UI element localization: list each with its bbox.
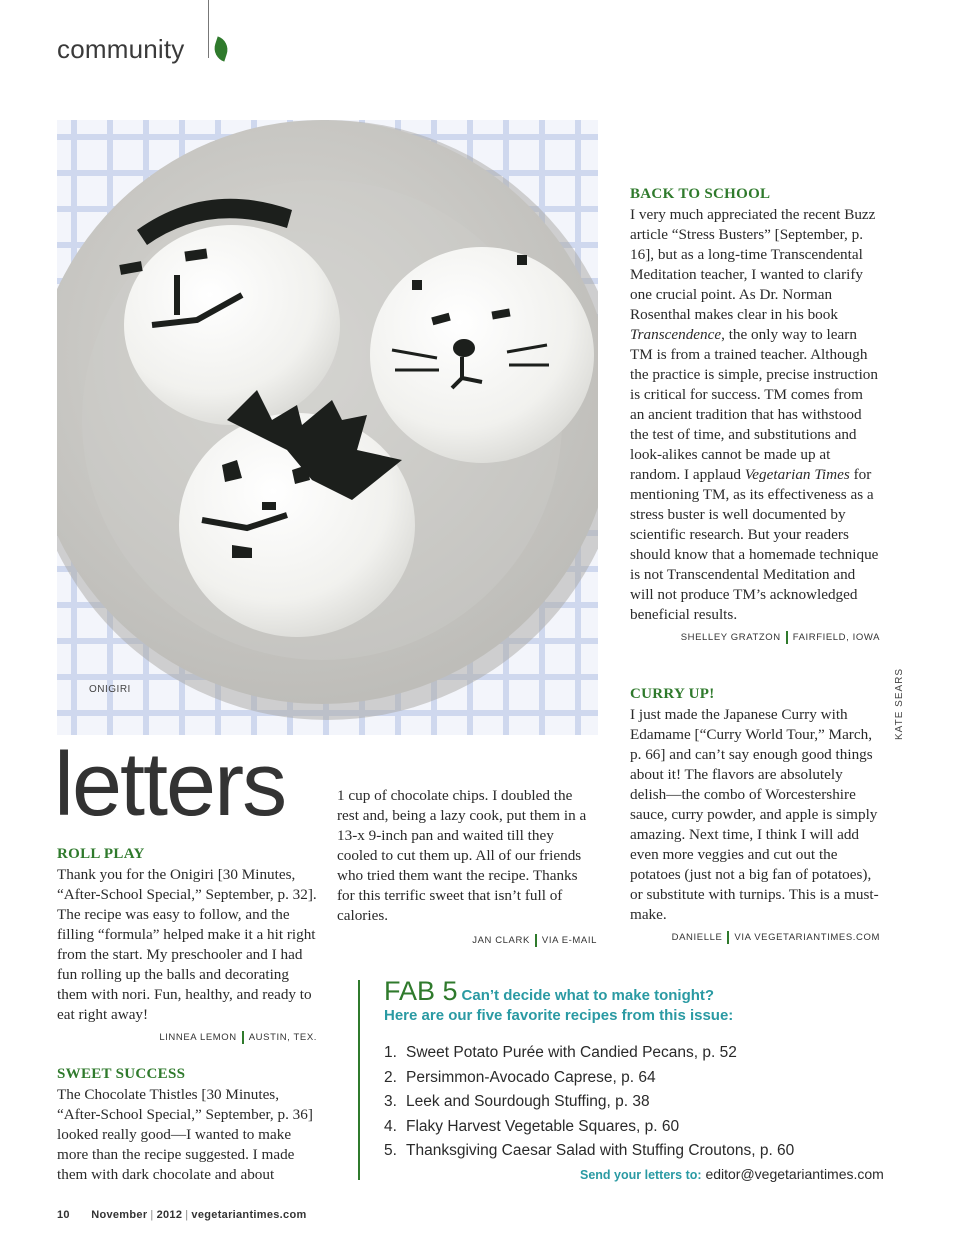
letter-roll-play <box>57 846 317 1044</box>
fab5-divider <box>358 980 360 1180</box>
letter-text: , the only way to learn TM is from a trained teacher. Although the practice is simple, precise instruction is critical for success. TM comes from an ancient tradition that has withstood the test of time, and substitutions and look-alikes cannot be made up at random. I applaud <box>630 326 878 483</box>
send-letters-email[interactable]: editor@vegetariantimes.com <box>705 1166 884 1182</box>
fab5-item-number: 2. <box>384 1068 397 1086</box>
issue-year: 2012 <box>156 1209 183 1221</box>
footer-separator: | <box>150 1209 154 1221</box>
send-letters-label: Send your letters to: <box>580 1168 702 1182</box>
signature-name: LINNEA LEMON <box>159 1032 237 1044</box>
letter-body: The Chocolate Thistles [30 Minutes, “After-School Special,” September, p. 36] looked really good—I wanted to make more than the recipe suggested. I made them with dark chocolate and about <box>57 1086 313 1183</box>
signature-place: AUSTIN, TEX. <box>248 1032 317 1044</box>
leaf-icon <box>211 36 231 61</box>
signature-place: VIA VEGETARIANTIMES.COM <box>734 932 880 944</box>
fab5-item-text: Sweet Potato Purée with Candied Pecans, p. 52 <box>406 1044 737 1061</box>
letter-signature <box>630 631 880 644</box>
signature-place: VIA E-MAIL <box>541 935 597 947</box>
letter-curry-up <box>630 686 880 944</box>
fab5-header <box>384 976 733 1024</box>
letter-body: 1 cup of chocolate chips. I doubled the rest and, being a lazy cook, put them in a 13-x 9-inch pan and waited till they cooled to cut them up. All of our friends who tried them want the recipe. Thanks for this terrific sweet that isn’t full of calories. <box>337 787 587 924</box>
letter-back-to-school <box>630 186 880 644</box>
page-footer <box>57 1209 307 1221</box>
signature-name: DANIELLE <box>671 932 723 944</box>
letter-text: I very much appreciated the recent Buzz article “Stress Busters” [September, p. 16], but as a long-time Transcendental Meditation teacher, I wanted to clarify one crucial point. As Dr. Norman Rosenthal makes clear in his book <box>630 206 876 323</box>
signature-divider <box>535 934 537 947</box>
magazine-title: Vegetarian Times <box>744 466 850 483</box>
fab5-item-number: 5. <box>384 1142 397 1159</box>
letter-signature <box>57 1031 317 1044</box>
fab5-item-text: Thanksgiving Caesar Salad with Stuffing Croutons, p. 60 <box>406 1142 795 1159</box>
footer-site: vegetariantimes.com <box>191 1209 307 1221</box>
fab5-item-text: Persimmon-Avocado Caprese, p. 64 <box>406 1068 656 1086</box>
letter-heading: ROLL PLAY <box>57 846 145 862</box>
footer-separator: | <box>185 1209 189 1221</box>
letter-heading: CURRY UP! <box>630 686 715 702</box>
fab5-item-text: Leek and Sourdough Stuffing, p. 38 <box>406 1093 650 1110</box>
fab5-item <box>384 1090 794 1115</box>
section-label: community <box>57 34 185 64</box>
header-divider <box>208 0 209 58</box>
letter-heading: SWEET SUCCESS <box>57 1066 186 1082</box>
page-title: letters <box>54 735 286 835</box>
fab5-list <box>384 1041 794 1164</box>
fab5-item-text: Flaky Harvest Vegetable Squares, p. 60 <box>406 1117 680 1135</box>
letter-signature <box>337 934 597 947</box>
onigiri-photo <box>57 120 598 735</box>
fab5-item-number: 1. <box>384 1044 397 1061</box>
issue-month: November <box>91 1209 148 1221</box>
fab5-item <box>384 1066 794 1091</box>
signature-name: SHELLEY GRATZON <box>680 632 781 644</box>
letter-heading: BACK TO SCHOOL <box>630 186 771 202</box>
letter-text: for mentioning TM, as its effectiveness as a stress buster is well documented by scientific research. But your readers should know that a homemade technique is not Transcendental Meditation and will not produce TM’s acknowledged beneficial results. <box>630 466 879 623</box>
fab5-item-number: 4. <box>384 1117 397 1135</box>
signature-divider <box>242 1031 244 1044</box>
fab5-subtitle: Here are our five favorite recipes from this issue: <box>384 1007 734 1024</box>
signature-divider <box>786 631 788 644</box>
fab5-item <box>384 1041 794 1066</box>
letter-sweet-success <box>57 1066 317 1185</box>
fab5-question: Can’t decide what to make tonight? <box>461 987 715 1004</box>
signature-divider <box>727 931 729 944</box>
photo-credit: KATE SEARS <box>894 667 905 740</box>
signature-place: FAIRFIELD, IOWA <box>792 632 880 644</box>
letter-sweet-success-continued <box>337 786 597 947</box>
signature-name: JAN CLARK <box>472 935 530 947</box>
page-number: 10 <box>57 1209 70 1221</box>
letter-body: Thank you for the Onigiri [30 Minutes, “After-School Special,” September, p. 32]. The recipe was easy to follow, and the filling “formula” helped make it a hit right from the start. My preschooler and I had fun rolling up the balls and decorating them with nori. Fun, healthy, and ready to eat right away! <box>57 866 317 1023</box>
photo-caption: ONIGIRI <box>89 684 131 695</box>
letter-body <box>630 205 880 625</box>
fab5-item-number: 3. <box>384 1093 397 1110</box>
letter-body: I just made the Japanese Curry with Edamame [“Curry World Tour,” March, p. 66] and can’t say enough good things about it! The flavors are absolutely delish—the combo of Worcestershire sauce, curry powder, and apple is simply amazing. Next time, I think I will add even more veggies and cut out the potatoes (just not a big fan of potatoes), or substitute with turnips. This is a must-make. <box>630 706 879 923</box>
fab5-item <box>384 1115 794 1140</box>
letter-signature <box>630 931 880 944</box>
send-letters <box>580 1166 884 1182</box>
book-title: Transcendence <box>630 326 722 343</box>
fab5-item <box>384 1139 794 1164</box>
fab5-title: FAB 5 <box>384 976 458 1006</box>
